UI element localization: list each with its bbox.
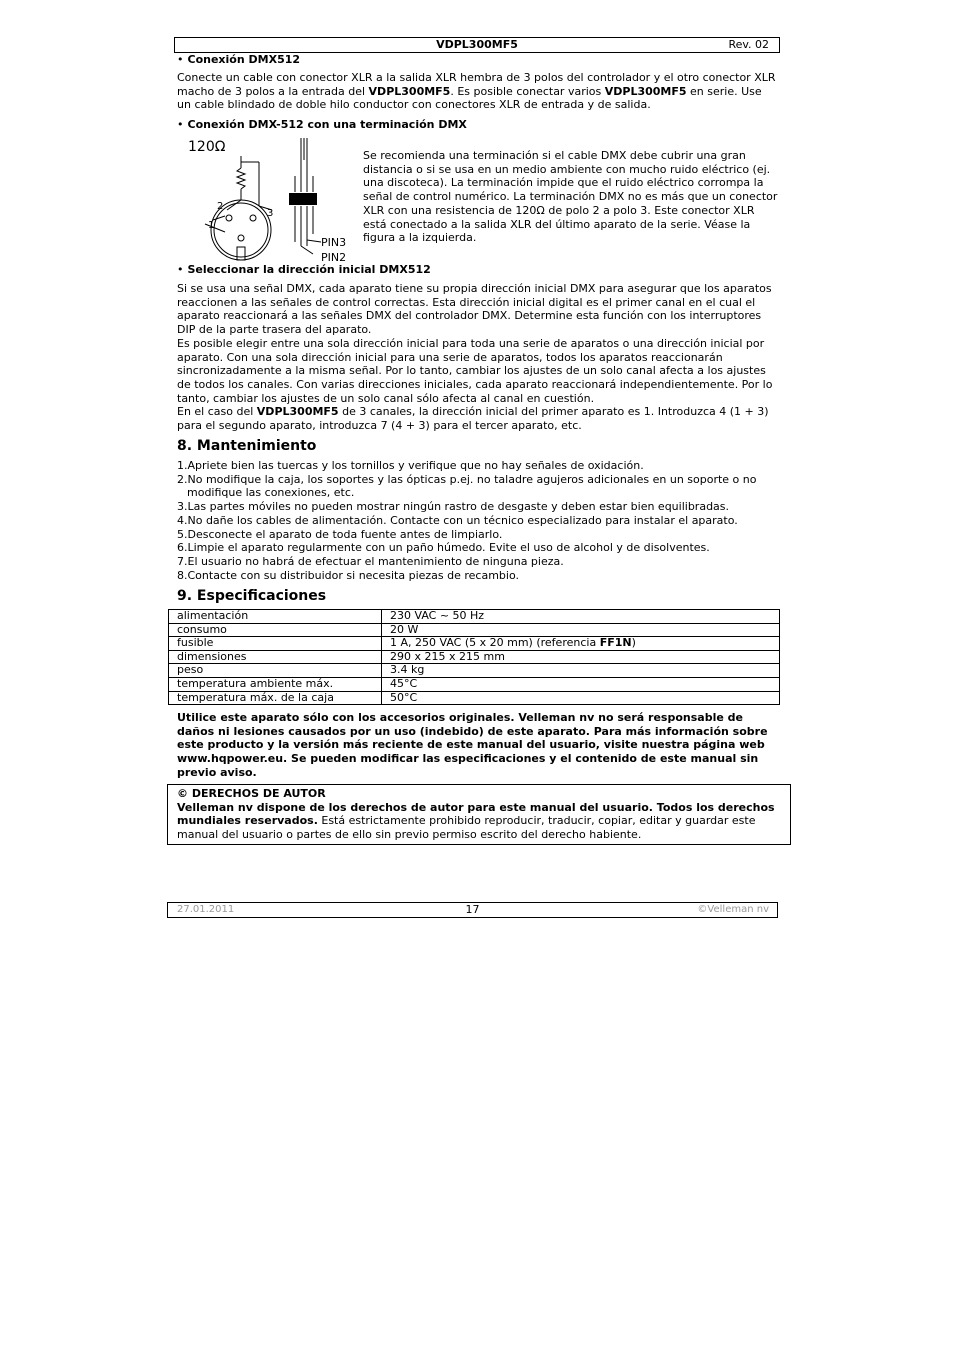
usage-warning: Utilice este aparato sólo con los accesorios originales. Velleman nv no será responsable de daños ni lesiones causados por un uso (indebido) de este aparato. Para más información sobre este producto y la versión más reciente de este manual del usuario, visite nuestra página web www.hqpower.eu. Se pueden modificar las especificaciones y el contenido de este manual sin previo aviso. [177,711,768,779]
footer-date: 27.01.2011 [177,904,235,915]
table-row [169,610,780,624]
copyright-normal-text: Está estrictamente prohibido reproducir, traducir, copiar, editar y guardar este manual del usuario o partes de ello sin previo permiso escrito del derecho habiente. [177,814,756,842]
list-item: 3.Las partes móviles no pueden mostrar ningún rastro de desgaste y deben estar bien equilibradas. [177,500,730,514]
page-header [174,37,780,53]
address-paragraph-3 [177,405,779,432]
table-row [169,664,780,678]
heading-termination [177,118,467,132]
list-item: 1.Apriete bien las tuercas y los tornillos y verifique que no hay señales de oxidación. [177,459,644,472]
text-run: Conecte un cable con conector XLR a la salida XLR hembra de 3 polos del controlador y el otro conector XLR macho de 3 polos a la entrada del [177,71,776,98]
heading-start-address-text: Seleccionar la dirección inicial DMX512 [187,263,431,276]
paragraph-start-address [177,282,779,433]
footer-copyright: ©Velleman nv [697,904,769,915]
bullet: • [177,118,184,131]
header-title: VDPL300MF5 [436,38,518,51]
spec-value: 50°C [382,691,780,705]
heading-termination-text: Conexión DMX-512 con una terminación DMX [187,118,467,131]
spec-key: fusible [169,637,382,651]
spec-key: temperatura ambiente máx. [169,677,382,691]
pin2-label: PIN2 [321,251,347,264]
copyright-title: © DERECHOS DE AUTOR [177,787,326,800]
table-row [169,623,780,637]
pin-number-1: 1 [208,220,215,231]
spec-value: 20 W [382,623,780,637]
address-paragraph-2: Es posible elegir entre una sola dirección inicial para toda una serie de aparatos o una dirección inicial por aparato. Con una sola dirección inicial para una serie de aparatos, todos los aparatos reaccionarán sincronizadamente a la misma señal. Por lo tanto, cambiar los ajustes de un solo canal afecta a los ajustes de todos los canales. Con varias direcciones iniciales, cada aparato reaccionará independientemente. Por lo tanto, cambiar los ajustes de un solo canal sólo afecta al canal en cuestión. [177,336,773,405]
table-row [169,650,780,664]
spec-key: consumo [169,623,382,637]
text-run: ) [631,636,636,650]
paragraph-dmx512 [177,71,779,112]
page-footer [167,902,778,918]
pin-number-3: 3 [267,208,274,219]
text-run: . Es posible conectar varios [450,84,605,98]
spec-value [382,637,780,651]
list-item: 2.No modifique la caja, los soportes y las ópticas p.ej. no taladre agujeros adicionales en un soporte o no modifique las conexiones, etc. [177,472,757,500]
spec-key: temperatura máx. de la caja [169,691,382,705]
heading-maintenance: 8. Mantenimiento [177,438,317,454]
maintenance-list [177,459,781,582]
product-name: VDPL300MF5 [604,84,687,98]
text-run: en serie. Use un cable blindado de doble hilo conductor con conectores XLR de entrada y de salida. [177,84,762,112]
product-name: VDPL300MF5 [256,405,339,419]
spec-value: 45°C [382,677,780,691]
text-run: de 3 canales, la dirección inicial del primer aparato es 1. Introduzca 4 (1 + 3) para el segundo aparato, introduzca 7 (4 + 3) para el tercer aparato, etc. [177,405,769,433]
spec-value: 230 VAC ~ 50 Hz [382,610,780,624]
copyright-bold-text: Velleman nv dispone de los derechos de autor para este manual del usuario. Todos los derechos mundiales reservados. [177,800,775,828]
copyright-text [177,801,785,842]
copyright-box [167,784,791,845]
resistor-label: 120Ω [188,139,226,155]
spec-value: 290 x 215 x 215 mm [382,650,780,664]
list-item: 6.Limpie el aparato regularmente con un paño húmedo. Evite el uso de alcohol y de disolventes. [177,541,710,555]
termination-text: Se recomienda una terminación si el cable DMX debe cubrir una gran distancia o si se usa en un medio ambiente con mucho ruido eléctrico (ej. una discoteca). La terminación impide que el ruido eléctrico corrompa la señal de control numérico. La terminación DMX no es más que un conector XLR con una resistencia de 120Ω de polo 2 a polo 3. Este conector XLR está conectado a la salida XLR del último aparato de la serie. Véase la figura a la izquierda. [363,149,778,245]
xlr-termination-diagram [177,136,359,264]
text-run: En el caso del [177,405,257,419]
list-item: 5.Desconecte el aparato de toda fuente antes de limpiarlo. [177,527,503,541]
spec-key: dimensiones [169,650,382,664]
pin-number-2: 2 [217,201,224,212]
text-run: 1 A, 250 VAC (5 x 20 mm) (referencia [390,636,600,650]
header-revision: Rev. 02 [728,38,769,51]
list-item: 8.Contacte con su distribuidor si necesita piezas de recambio. [177,568,519,582]
list-item: 4.No dañe los cables de alimentación. Contacte con un técnico especializado para instalar el aparato. [177,513,738,527]
heading-dmx512-text: Conexión DMX512 [187,53,301,66]
bullet: • [177,53,184,66]
specifications-table [168,609,780,705]
spec-key: peso [169,664,382,678]
table-row [169,677,780,691]
table-row [169,691,780,705]
spec-key: alimentación [169,610,382,624]
list-item: 7.El usuario no habrá de efectuar el mantenimiento de ninguna pieza. [177,554,564,568]
page-number: 17 [465,903,480,916]
address-paragraph-1: Si se usa una señal DMX, cada aparato tiene su propia dirección inicial DMX para asegurar que los aparatos reaccionen a las señales de control correctas. Esta dirección inicial digital es el primer canal en el cual el aparato reaccionará a las señales DMX del controlador DMX. Determine esta función con los interruptores DIP de la parte trasera del aparato. [177,282,772,337]
heading-start-address [177,263,431,277]
product-name: VDPL300MF5 [368,84,451,98]
spec-value: 3.4 kg [382,664,780,678]
fuse-reference: FF1N [599,636,632,650]
termination-figure [177,136,359,264]
bullet: • [177,263,184,276]
connector-block [289,193,317,205]
table-row [169,637,780,651]
heading-dmx512 [177,53,300,67]
heading-specifications: 9. Especificaciones [177,588,327,604]
pin3-label: PIN3 [321,236,347,249]
